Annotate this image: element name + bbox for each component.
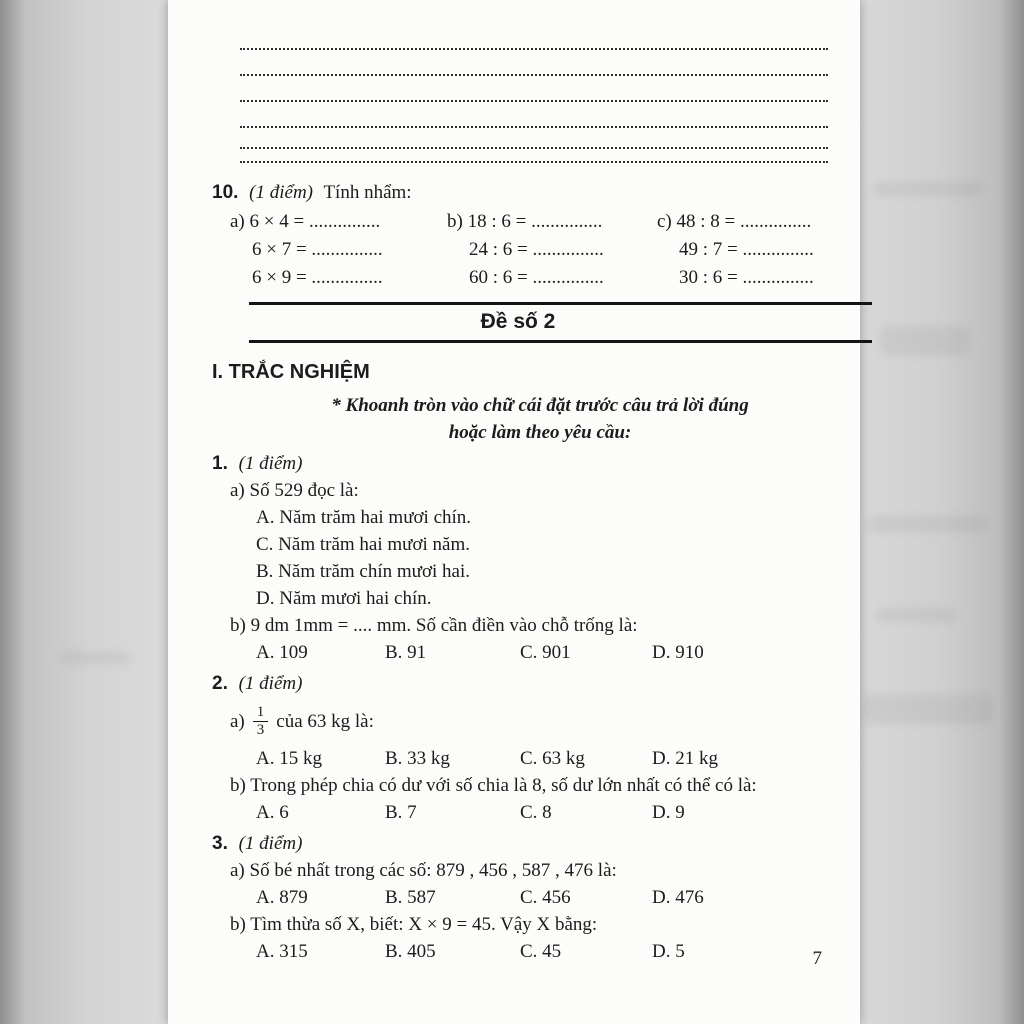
answer-option: A. Năm trăm hai mươi chín.: [256, 507, 472, 528]
question-number: 10.: [212, 182, 239, 203]
math-item: a) 6 × 4 = ...............: [230, 211, 381, 232]
dotted-answer-line: [240, 149, 828, 163]
scan-bleed-artifact: [868, 516, 988, 532]
answer-option: B. 587: [385, 887, 436, 908]
answer-option: D. 21 kg: [652, 748, 718, 769]
dotted-answer-line: [240, 102, 828, 128]
exam-title: Đề số 2: [480, 310, 556, 333]
question-2a-prompt: [212, 697, 824, 745]
math-item: 30 : 6 = ...............: [679, 267, 814, 288]
answer-option-row: [256, 884, 824, 911]
answer-option-row: [256, 938, 824, 965]
answer-option: A. 109: [256, 642, 308, 663]
answer-option: C. 63 kg: [520, 748, 585, 769]
question-10-heading: [212, 179, 824, 206]
answer-option: B. Năm trăm chín mươi hai.: [256, 561, 471, 582]
question-1-heading: [212, 450, 824, 477]
prompt-suffix: của 63 kg là:: [276, 710, 374, 732]
scan-bleed-artifact: [876, 608, 956, 622]
points-label: (1 điểm): [238, 673, 303, 694]
question-title: Tính nhẩm:: [323, 182, 412, 203]
answer-option: A. 6: [256, 802, 289, 823]
answer-option: D. 476: [652, 887, 704, 908]
math-item: 49 : 7 = ...............: [679, 239, 814, 260]
math-item: b) 18 : 6 = ...............: [447, 211, 603, 232]
answer-option: C. 45: [520, 941, 562, 962]
question-2b-prompt: b) Trong phép chia có dư với số chia là 8, số dư lớn nhất có thể có là:: [230, 775, 757, 796]
page-content: [168, 0, 860, 965]
answer-option: C. 456: [520, 887, 571, 908]
points-label: (1 điểm): [238, 833, 303, 854]
section-heading-trac-nghiem: I. TRẮC NGHIỆM: [212, 361, 370, 383]
fraction-denominator: 3: [256, 721, 265, 738]
answer-option: B. 405: [385, 941, 436, 962]
math-item: 6 × 7 = ...............: [252, 239, 383, 260]
answer-option-row: [256, 639, 824, 666]
answer-option: A. 879: [256, 887, 308, 908]
fraction-numerator: 1: [253, 704, 269, 722]
instruction-line-2: hoặc làm theo yêu cầu:: [448, 422, 632, 443]
math-item: 6 × 9 = ...............: [252, 267, 383, 288]
question-2: [212, 670, 824, 826]
fraction: [253, 704, 269, 739]
mental-math-row: [230, 208, 824, 236]
answer-option: C. Năm trăm hai mươi năm.: [256, 534, 471, 555]
dotted-answer-line: [240, 76, 828, 102]
scan-bleed-artifact: [880, 326, 970, 356]
question-2-heading: [212, 670, 824, 697]
answer-option: D. 5: [652, 941, 685, 962]
instruction-line-1: * Khoanh tròn vào chữ cái đặt trước câu trả lời đúng: [331, 395, 749, 416]
answer-option-row: [256, 745, 824, 772]
dotted-answer-line: [240, 24, 828, 50]
scan-bleed-artifact: [872, 182, 982, 196]
answer-option: C. 901: [520, 642, 571, 663]
answer-option: B. 33 kg: [385, 748, 450, 769]
question-number: 2.: [212, 673, 228, 694]
dotted-answer-line: [240, 50, 828, 76]
question-number: 1.: [212, 453, 228, 474]
question-10: [212, 179, 824, 292]
math-item: 60 : 6 = ...............: [469, 267, 604, 288]
mental-math-row: [230, 264, 824, 292]
scanned-page: [168, 0, 860, 1024]
question-number: 3.: [212, 833, 228, 854]
answer-option: C. 8: [520, 802, 552, 823]
answer-option: D. 9: [652, 802, 685, 823]
answer-option: A. 315: [256, 941, 308, 962]
mental-math-row: [230, 236, 824, 264]
answer-option: B. 7: [385, 802, 417, 823]
answer-option: A. 15 kg: [256, 748, 322, 769]
math-item: 24 : 6 = ...............: [469, 239, 604, 260]
answer-option: D. 910: [652, 642, 704, 663]
math-item: c) 48 : 8 = ...............: [657, 211, 812, 232]
points-label: (1 điểm): [238, 453, 303, 474]
answer-option: D. Năm mươi hai chín.: [256, 588, 432, 609]
points-label: (1 điểm): [249, 182, 314, 203]
dotted-answer-line: [240, 128, 828, 149]
answer-option-row: [256, 799, 824, 826]
question-3: [212, 830, 824, 965]
question-3a-prompt: a) Số bé nhất trong các số: 879 , 456 , 587 , 476 là:: [230, 860, 617, 881]
prompt-prefix: a): [230, 710, 245, 732]
question-3b-prompt: b) Tìm thừa số X, biết: X × 9 = 45. Vậy X bằng:: [230, 914, 598, 935]
page-number: 7: [812, 948, 822, 969]
question-1: [212, 450, 824, 666]
question-1b-prompt: b) 9 dm 1mm = .... mm. Số cần điền vào chỗ trống là:: [230, 615, 638, 636]
question-3-heading: [212, 830, 824, 857]
section-divider-rule: [249, 340, 872, 343]
scan-bleed-artifact: [60, 652, 130, 664]
scan-bleed-artifact: [864, 694, 994, 724]
mental-math-grid: [230, 208, 824, 292]
answer-lines: [240, 24, 828, 163]
answer-option: B. 91: [385, 642, 427, 663]
question-1a-prompt: a) Số 529 đọc là:: [230, 480, 359, 501]
